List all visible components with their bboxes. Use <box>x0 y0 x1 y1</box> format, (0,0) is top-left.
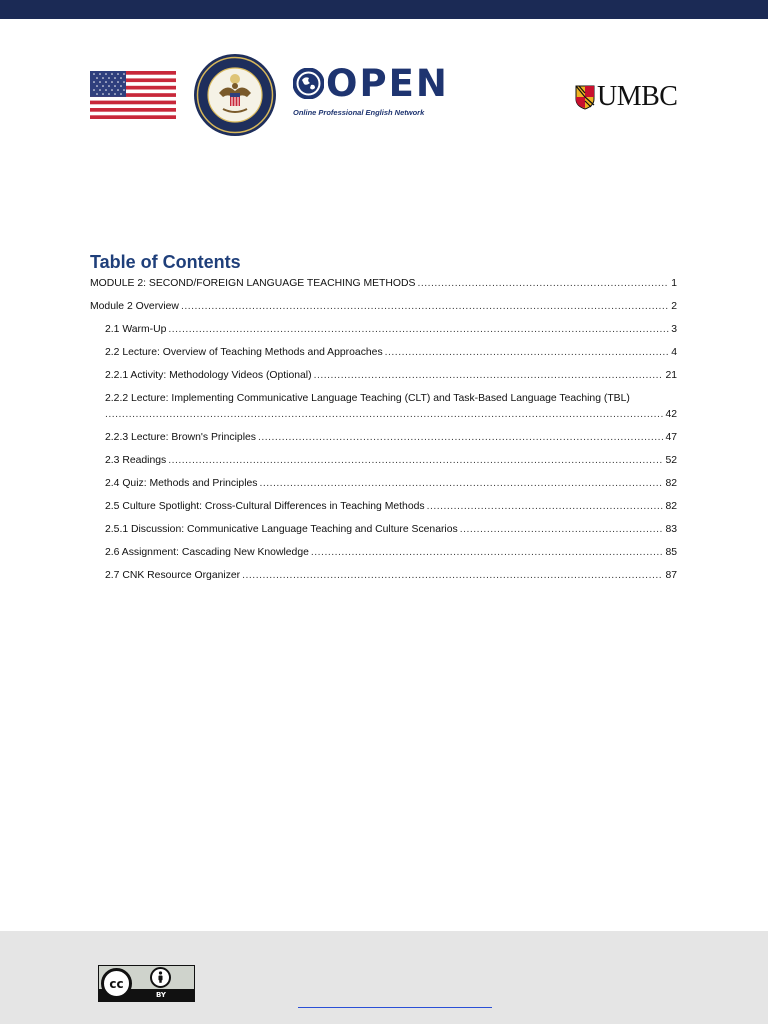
toc-entry-label: Module 2 Overview <box>90 301 179 312</box>
toc-entry-label: 2.2.2 Lecture: Implementing Communicative Language Teaching (CLT) and Task-Based Language Teaching (TBL) <box>105 393 630 404</box>
toc-dot-leader <box>311 547 664 558</box>
toc-title: Table of Contents <box>90 252 241 272</box>
toc-entry[interactable] <box>90 324 677 347</box>
toc-entry-page: 4 <box>671 347 677 358</box>
toc-entry-page: 2 <box>671 301 677 312</box>
toc-entry-label: 2.4 Quiz: Methods and Principles <box>105 478 258 489</box>
table-of-contents <box>90 278 677 593</box>
toc-dot-leader <box>460 524 664 535</box>
toc-entry-label: MODULE 2: SECOND/FOREIGN LANGUAGE TEACHING METHODS <box>90 278 416 289</box>
toc-entry-page: 83 <box>665 524 677 535</box>
logo-row <box>0 50 768 145</box>
toc-entry-label: 2.6 Assignment: Cascading New Knowledge <box>105 547 309 558</box>
top-header-band <box>0 0 768 19</box>
toc-entry[interactable] <box>90 478 677 501</box>
by-label: BY <box>155 991 167 999</box>
toc-entry[interactable] <box>90 524 677 547</box>
toc-entry-label: 2.2.3 Lecture: Brown's Principles <box>105 432 256 443</box>
cc-icon: cc <box>101 968 132 999</box>
toc-dot-leader <box>259 478 663 489</box>
department-of-state-seal-icon <box>193 53 277 137</box>
toc-dot-leader <box>181 301 669 312</box>
toc-entry-label: 2.7 CNK Resource Organizer <box>105 570 241 581</box>
toc-entry[interactable] <box>90 370 677 393</box>
open-logo <box>293 62 449 120</box>
open-tagline: Online Professional English Network <box>293 108 425 117</box>
toc-entry-page: 52 <box>665 455 677 466</box>
toc-entry-label: 2.2.1 Activity: Methodology Videos (Optional) <box>105 370 312 381</box>
footer <box>0 931 768 1024</box>
toc-dot-leader <box>314 370 664 381</box>
toc-entry-page: 82 <box>665 501 677 512</box>
toc-dot-leader <box>417 278 669 289</box>
creative-commons-badge[interactable] <box>98 965 195 1002</box>
toc-entry-label: 2.5.1 Discussion: Communicative Language Teaching and Culture Scenarios <box>105 524 458 535</box>
toc-entry[interactable] <box>90 347 677 370</box>
toc-entry-label: 2.3 Readings <box>105 455 167 466</box>
toc-entry-page: 42 <box>665 409 677 420</box>
toc-dot-leader <box>168 324 669 335</box>
toc-entry[interactable] <box>90 393 677 432</box>
toc-entry-label: 2.5 Culture Spotlight: Cross-Cultural Differences in Teaching Methods <box>105 501 425 512</box>
toc-dot-leader <box>258 432 663 443</box>
toc-entry[interactable] <box>90 301 677 324</box>
toc-entry-label: 2.1 Warm-Up <box>105 324 167 335</box>
toc-entry[interactable] <box>90 570 677 593</box>
toc-entry-page: 21 <box>665 370 677 381</box>
toc-dot-leader <box>105 409 663 420</box>
toc-dot-leader <box>385 347 670 358</box>
toc-entry[interactable] <box>90 432 677 455</box>
open-wordmark: OPEN <box>326 62 449 105</box>
toc-dot-leader <box>427 501 664 512</box>
toc-entry-page: 82 <box>665 478 677 489</box>
toc-entry-page: 3 <box>671 324 677 335</box>
footer-link[interactable] <box>298 1007 492 1008</box>
toc-entry-page: 87 <box>665 570 677 581</box>
toc-dot-leader <box>168 455 663 466</box>
toc-dot-leader <box>242 570 663 581</box>
toc-entry[interactable] <box>90 278 677 301</box>
umbc-logo <box>575 82 677 112</box>
umbc-shield-icon <box>575 85 595 110</box>
attribution-person-icon <box>150 967 171 988</box>
toc-entry-page: 47 <box>665 432 677 443</box>
toc-entry-page: 1 <box>671 278 677 289</box>
toc-entry-page: 85 <box>665 547 677 558</box>
toc-entry[interactable] <box>90 547 677 570</box>
globe-icon <box>293 68 324 99</box>
toc-entry[interactable] <box>90 501 677 524</box>
us-flag-icon <box>90 71 176 119</box>
toc-entry-label: 2.2 Lecture: Overview of Teaching Methods and Approaches <box>105 347 383 358</box>
umbc-wordmark: UMBC <box>597 81 678 112</box>
toc-entry[interactable] <box>90 455 677 478</box>
